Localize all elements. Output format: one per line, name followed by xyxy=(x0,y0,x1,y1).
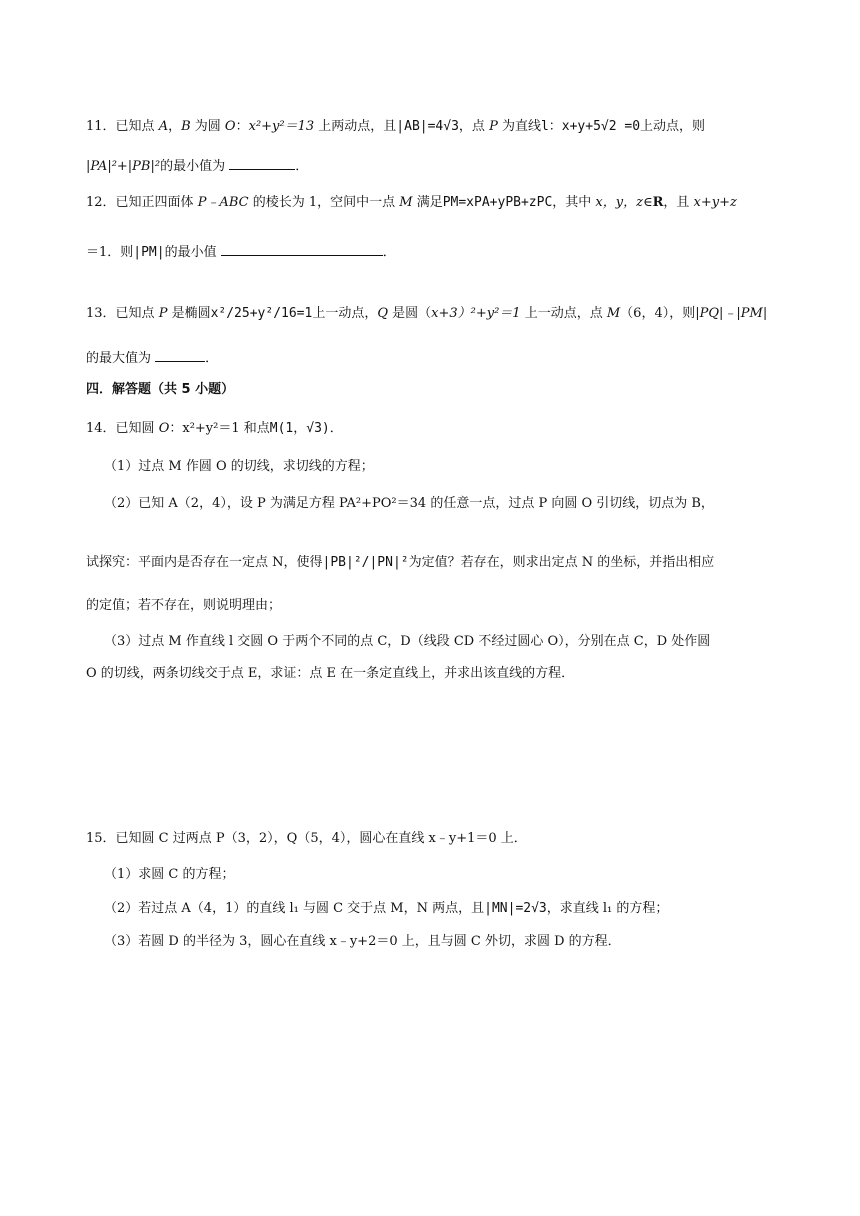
q13-text: 上一动点，点 xyxy=(520,306,607,321)
q11-text: 为直线 xyxy=(497,119,541,134)
q14-text: 为定值？若存在，则求出定点 N 的坐标，并指出相应 xyxy=(408,555,715,570)
q15-number: 15． xyxy=(86,831,116,846)
q14-part1: （1）过点 M 作圆 O 的切线，求切线的方程； xyxy=(104,459,374,474)
q14-part3-line2: O 的切线，两条切线交于点 E，求证：点 E 在一条定直线上，并求出该直线的方程． xyxy=(86,666,575,681)
q11-text: 已知点 xyxy=(115,119,159,134)
tetrahedron-name: P﹣ABC xyxy=(197,195,249,210)
mn-length-expr: |MN|=2√3 xyxy=(484,901,547,916)
q11-text: 上动点，则 xyxy=(640,119,706,134)
q15-part2 xyxy=(104,899,668,919)
q15-line1 xyxy=(86,829,527,849)
q13-number: 13． xyxy=(86,306,116,321)
q12-text: 已知正四面体 xyxy=(115,195,198,210)
answer-blank[interactable] xyxy=(221,241,383,256)
q14-part2-line3: 的定值；若不存在，则说明理由； xyxy=(86,598,282,613)
abs-pm-expr: |PM| xyxy=(133,245,165,260)
q11-text: 的最小值为 xyxy=(160,159,226,174)
q12-text: ，且 xyxy=(663,195,694,210)
q13-line2: 的最大值为 ． xyxy=(86,347,218,369)
point-m-expr: M(1，√3) xyxy=(269,421,330,436)
difference-expr: |PQ|﹣|PM| xyxy=(695,306,768,321)
var-m: M xyxy=(606,306,621,321)
var-m: M xyxy=(399,195,413,210)
answer-blank[interactable] xyxy=(155,347,205,362)
q11-text: ，点 xyxy=(458,119,490,134)
answer-blank[interactable] xyxy=(229,155,295,170)
ellipse-equation: x²/25+y²/16=1 xyxy=(210,306,313,321)
q14-text: 已知圆 xyxy=(115,421,159,436)
q14-part2-line2 xyxy=(86,553,714,573)
q13-line1 xyxy=(86,304,767,324)
q12-text: 满足 xyxy=(412,195,443,210)
var-o: O xyxy=(224,119,236,134)
sum-squares-expr: |PA|²+|PB|² xyxy=(86,159,161,174)
q14-text: ． xyxy=(329,421,343,436)
q12-text: ，其中 xyxy=(552,195,596,210)
q15-part1: （1）求圆 C 的方程； xyxy=(104,867,235,882)
q12-line1 xyxy=(86,193,737,213)
vector-equation: PM=xPA+yPB+zPC xyxy=(442,195,553,210)
q12-line2: ＝1．则|PM|的最小值 ． xyxy=(86,241,396,263)
circle-equation: x+3）²+y²＝1 xyxy=(431,306,521,321)
q15-text: ，求直线 l₁ 的方程； xyxy=(546,901,669,916)
var-p: P xyxy=(158,306,168,321)
q13-text: 上一动点， xyxy=(312,306,378,321)
fraction-expr: |PB|²/|PN|² xyxy=(322,555,409,570)
q15-text: （2）若过点 A（4，1）的直线 l₁ 与圆 C 交于点 M，N 两点，且 xyxy=(104,901,485,916)
q13-text: 是圆（ xyxy=(388,306,432,321)
q11-text: 为圆 xyxy=(190,119,225,134)
q12-text: ＝1．则 xyxy=(86,245,134,260)
var-o: O xyxy=(158,421,170,436)
circle-equation: x²+y²＝13 xyxy=(248,119,315,134)
q15-text: 已知圆 C 过两点 P（3，2），Q（5，4），圆心在直线 x﹣y+1＝0 上． xyxy=(115,831,527,846)
var-b: B xyxy=(181,119,191,134)
set-r: R xyxy=(652,195,664,210)
var-a: A xyxy=(158,119,169,134)
q15-part3: （3）若圆 D 的半径为 3，圆心在直线 x﹣y+2＝0 上，且与圆 C 外切，求圆 D 的方程． xyxy=(104,934,621,949)
q12-text: 的最小值 xyxy=(164,245,217,260)
q14-part2-line1: （2）已知 A（2，4），设 P 为满足方程 PA²+PO²＝34 的任意一点，过点 P 向圆 O 引切线，切点为 B， xyxy=(104,496,714,511)
q11-number: 11． xyxy=(86,119,116,134)
ab-length-expr: |AB|=4√3 xyxy=(396,119,459,134)
q12-text: 的棱长为 1，空间中一点 xyxy=(248,195,400,210)
q13-text: 的最大值为 xyxy=(86,351,152,366)
q14-text: 试探究：平面内是否存在一定点 N，使得 xyxy=(86,555,323,570)
q14-line1 xyxy=(86,419,343,439)
circle-equation: ：x²+y²＝1 和点 xyxy=(169,421,270,436)
q14-number: 14． xyxy=(86,421,116,436)
q11-text: 上两动点，且 xyxy=(314,119,397,134)
vars-xyz: x，y，z xyxy=(595,195,643,210)
q14-part3-line1: （3）过点 M 作直线 l 交圆 O 于两个不同的点 C，D（线段 CD 不经过圆心 O），分别在点 C，D 处作圆 xyxy=(104,634,711,649)
q13-text: 已知点 xyxy=(115,306,159,321)
q11-text: ： xyxy=(235,119,249,134)
var-p: P xyxy=(489,119,498,134)
sum-xyz: x+y+z xyxy=(693,195,737,210)
q13-text: 是椭圆 xyxy=(167,306,211,321)
var-q: Q xyxy=(377,306,389,321)
q13-text: （6，4），则 xyxy=(620,306,696,321)
q11-line1 xyxy=(86,117,705,137)
line-equation: l：x+y+5√2 =0 xyxy=(540,119,641,134)
q12-text: ∈ xyxy=(642,195,653,210)
q11-line2: |PA|²+|PB|²的最小值为 ． xyxy=(86,155,308,177)
section-heading: 四．解答题（共 5 小题） xyxy=(86,382,235,397)
q12-number: 12． xyxy=(86,195,116,210)
q11-text: ， xyxy=(168,119,182,134)
